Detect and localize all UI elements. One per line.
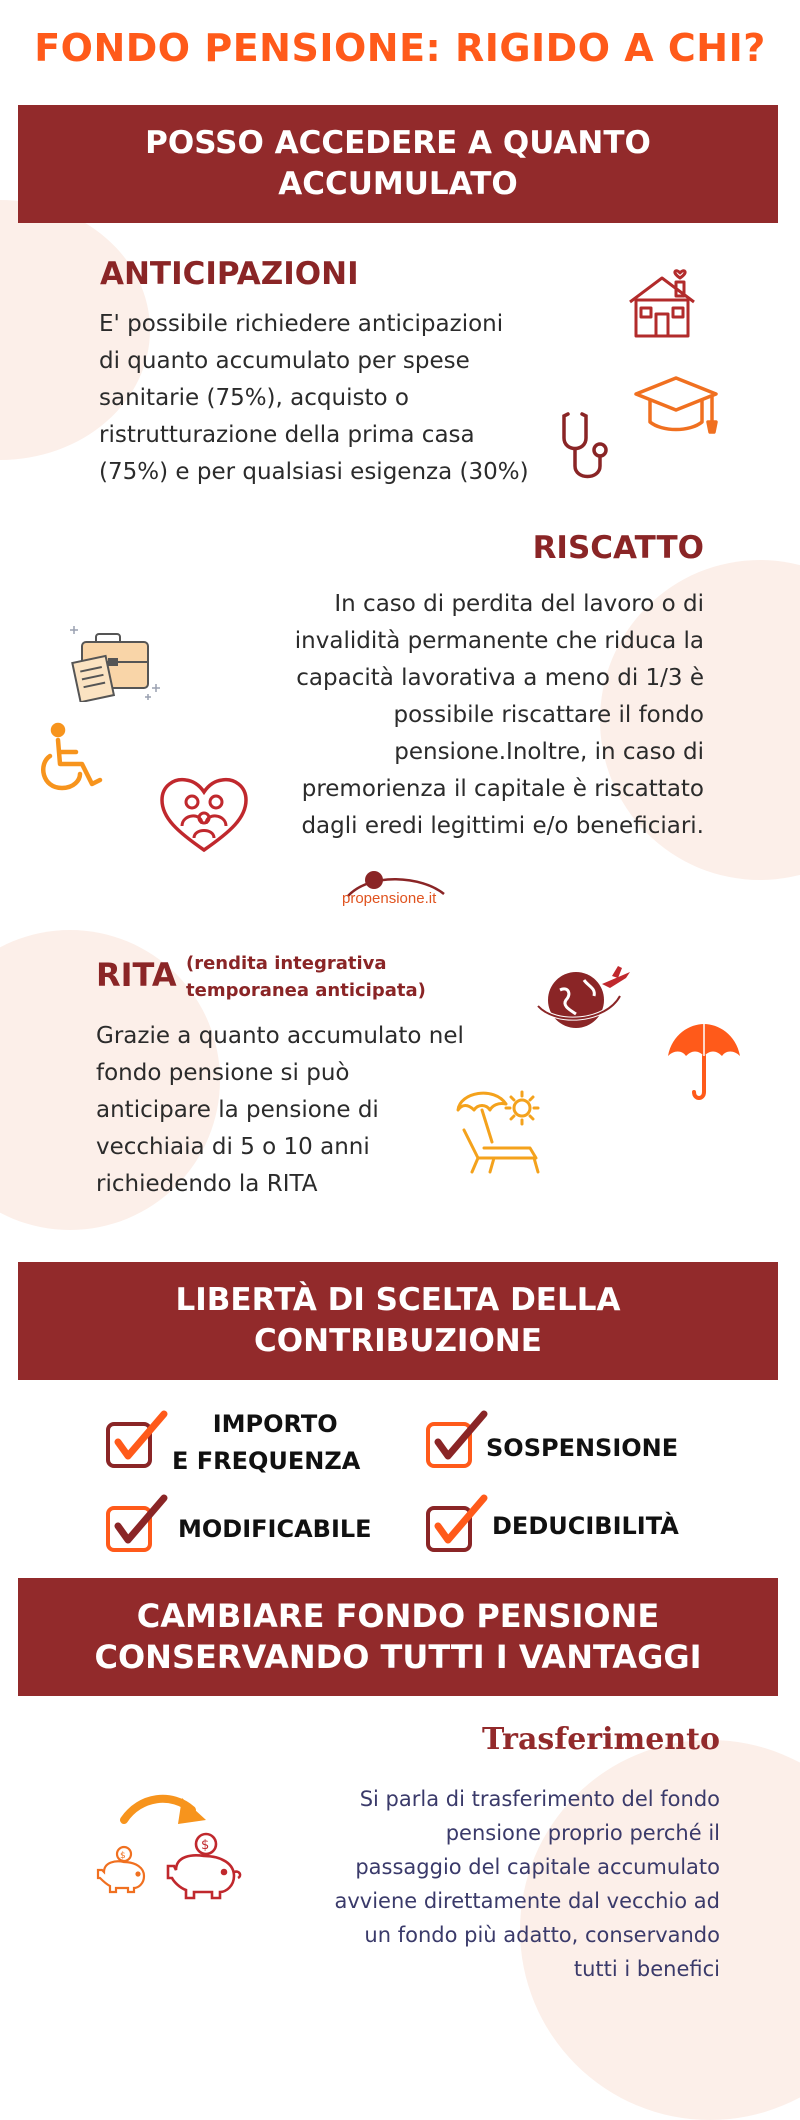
text-line: Grazie a quanto accumulato nel	[96, 1023, 464, 1049]
deducibilita-label: DEDUCIBILITÀ	[492, 1512, 679, 1540]
text-line: E' possibile richiedere anticipazioni	[99, 311, 504, 337]
text-line: possibile riscattare il fondo	[393, 702, 704, 728]
piggy-bank-icon	[94, 1844, 152, 1896]
text-line: invalidità permanente che riduca la	[294, 628, 704, 654]
text-line: pensione proprio perché il	[445, 1821, 720, 1845]
logo-text: propensione.it	[342, 890, 437, 907]
text-line: passaggio del capitale accumulato	[355, 1855, 720, 1879]
svg-text:$: $	[120, 1851, 126, 1861]
section-banner-accesso	[18, 105, 778, 223]
house-heart-icon	[626, 262, 698, 342]
airplane-globe-icon	[536, 962, 634, 1036]
text-line: premorienza il capitale è riscattato	[301, 776, 704, 802]
banner-line: ACCUMULATO	[278, 166, 518, 202]
wheelchair-icon	[38, 722, 108, 796]
text-line: tutti i benefici	[573, 1957, 720, 1981]
text-line: In caso di perdita del lavoro o di	[334, 591, 704, 617]
trasferimento-heading: Trasferimento	[482, 1722, 720, 1757]
rita-heading: RITA	[96, 956, 177, 994]
text-line: (75%) e per qualsiasi esigenza (30%)	[99, 459, 529, 485]
text-line: vecchiaia di 5 o 10 anni	[96, 1134, 370, 1160]
checkbox-icon	[424, 1410, 490, 1472]
section-banner-trasferimento	[18, 1578, 778, 1696]
banner-line: LIBERTÀ DI SCELTA DELLA	[175, 1282, 621, 1318]
modificabile-label: MODIFICABILE	[178, 1515, 372, 1543]
transfer-arrow-icon	[120, 1790, 210, 1834]
text-line: anticipare la pensione di	[96, 1097, 379, 1123]
label-line: E FREQUENZA	[172, 1447, 361, 1475]
anticipazioni-heading: ANTICIPAZIONI	[100, 256, 359, 292]
sospensione-label: SOSPENSIONE	[486, 1434, 679, 1462]
svg-text:$: $	[201, 1838, 210, 1853]
text-line: fondo pensione si può	[96, 1060, 350, 1086]
rita-subheading	[186, 950, 426, 1004]
umbrella-icon	[664, 1020, 744, 1102]
banner-line: CONTRIBUZIONE	[254, 1323, 542, 1359]
text-line: Si parla di trasferimento del fondo	[359, 1787, 720, 1811]
text-line: un fondo più adatto, conservando	[364, 1923, 720, 1947]
checkbox-icon	[104, 1410, 170, 1472]
family-heart-icon	[158, 776, 250, 854]
checkbox-icon	[104, 1494, 170, 1556]
banner-line: CAMBIARE FONDO PENSIONE	[136, 1597, 660, 1635]
text-line: ristrutturazione della prima casa	[99, 422, 475, 448]
text-line: sanitarie (75%), acquisto o	[99, 385, 409, 411]
section-banner-contribuzione	[18, 1262, 778, 1380]
checkbox-icon	[424, 1494, 490, 1556]
text-line: capacità lavorativa a meno di 1/3 è	[296, 665, 704, 691]
text-line: di quanto accumulato per spese	[99, 348, 470, 374]
text-line: richiedendo la RITA	[96, 1171, 318, 1197]
piggy-bank-icon	[162, 1830, 244, 1904]
text-line: avviene direttamente dal vecchio ad	[334, 1889, 720, 1913]
graduation-cap-icon	[632, 372, 720, 442]
page-title: FONDO PENSIONE: RIGIDO A CHI?	[34, 26, 766, 70]
banner-line: POSSO ACCEDERE A QUANTO	[145, 125, 651, 161]
text-line: pensione.Inoltre, in caso di	[394, 739, 704, 765]
riscatto-heading: RISCATTO	[532, 530, 704, 566]
subheading-line: (rendita integrativa	[186, 953, 387, 974]
stethoscope-icon	[556, 408, 616, 488]
text-line: dagli eredi legittimi e/o beneficiari.	[301, 813, 704, 839]
riscatto-text	[224, 586, 704, 845]
beach-chair-icon	[454, 1084, 542, 1176]
label-line: IMPORTO	[212, 1410, 338, 1438]
rita-text	[96, 1018, 516, 1203]
subheading-line: temporanea anticipata)	[186, 980, 426, 1001]
anticipazioni-text	[99, 306, 569, 491]
trasferimento-text	[260, 1782, 720, 1986]
propensione-logo	[340, 868, 460, 918]
briefcase-icon	[68, 622, 164, 702]
importo-frequenza-label	[172, 1406, 360, 1480]
banner-line: CONSERVANDO TUTTI I VANTAGGI	[94, 1638, 702, 1676]
